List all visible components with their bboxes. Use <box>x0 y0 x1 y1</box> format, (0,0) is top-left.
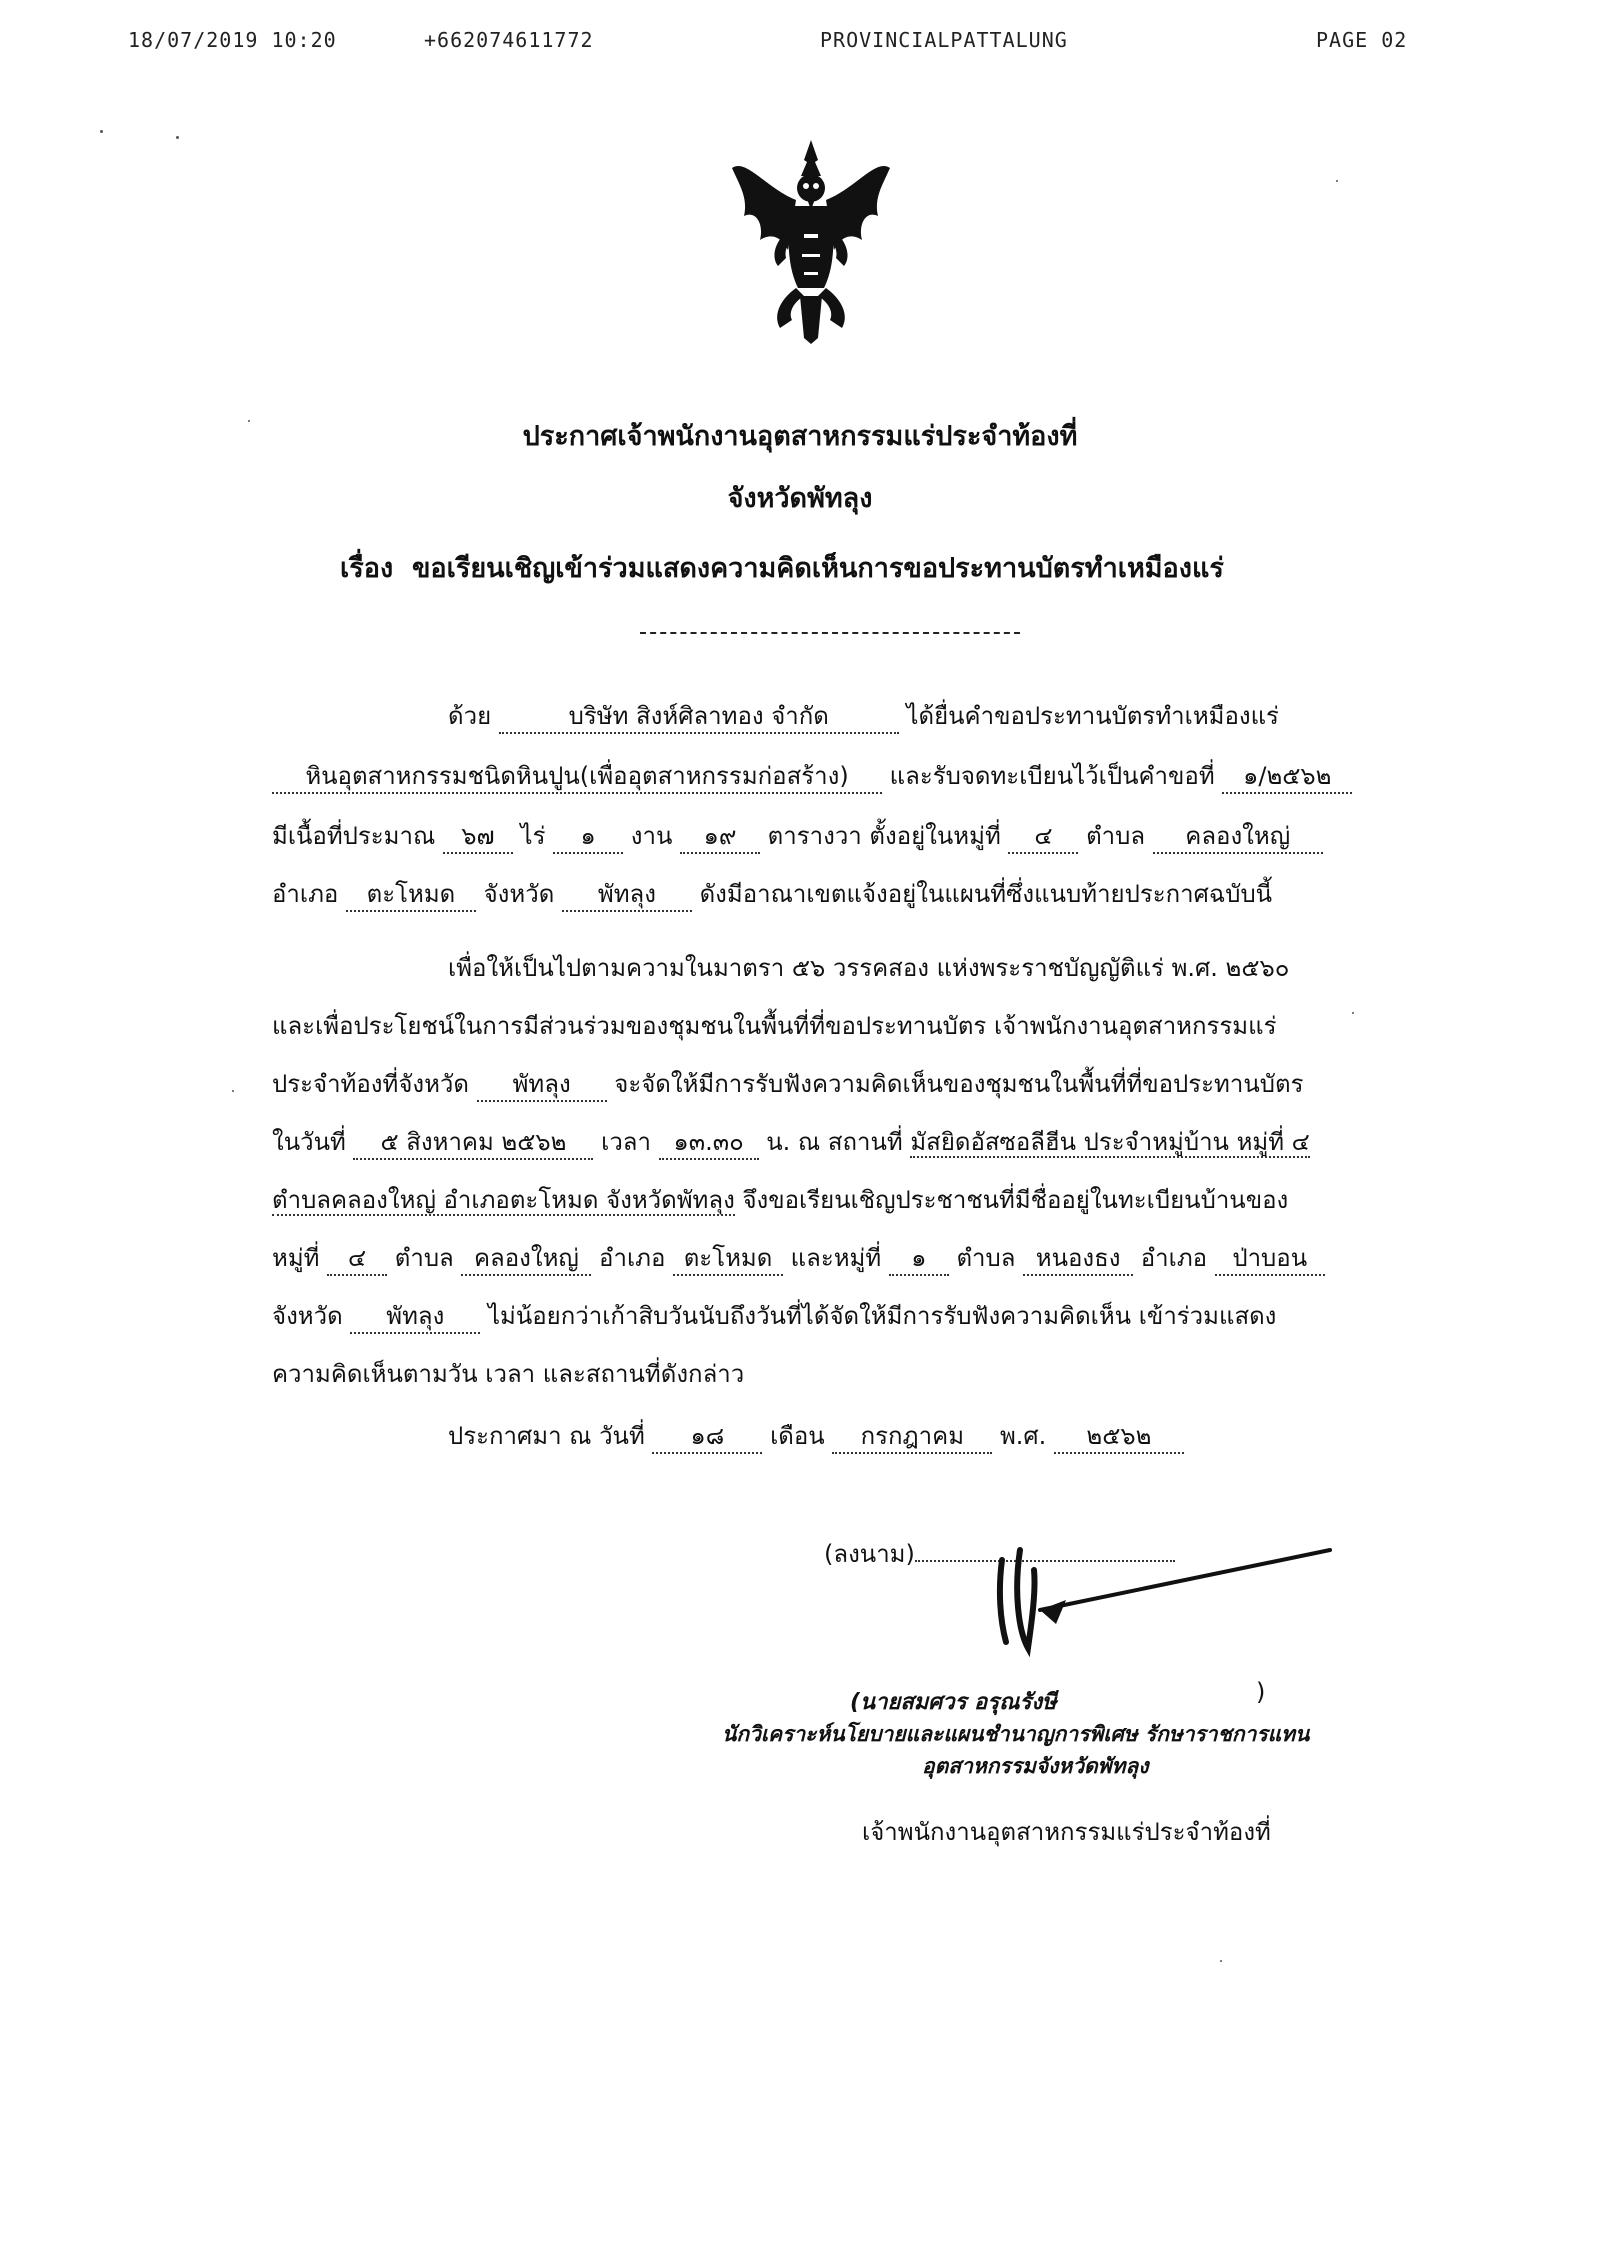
moo-field: ๔ <box>1008 820 1078 854</box>
p1-line4: อำเภอ ตะโหมด จังหวัด พัทลุง ดังมีอาณาเขตแจ้งอยู่ในแผนที่ซึ่งแนบท้ายประกาศฉบับนี้ <box>272 878 1272 912</box>
signer-role: เจ้าพนักงานอุตสาหกรรมแร่ประจำท้องที่ <box>862 1818 1271 1846</box>
hearing-province-field: พัทลุง <box>477 1068 607 1102</box>
hearing-venue-field-2: ตำบลคลองใหญ่ อำเภอตะโหมด จังหวัดพัทลุง <box>272 1186 735 1214</box>
moo1-field: ๔ <box>327 1242 387 1276</box>
p2-line8: ความคิดเห็นตามวัน เวลา และสถานที่ดังกล่าว <box>272 1360 745 1388</box>
handwritten-signature <box>980 1530 1340 1690</box>
request-no-field: ๑/๒๕๖๒ <box>1222 760 1352 794</box>
fax-phone: +662074611772 <box>424 28 594 52</box>
p2-line4: ในวันที่ ๕ สิงหาคม ๒๕๖๒ เวลา ๑๓.๓๐ น. ณ สถานที่ มัสยิดอัสซอลีฮีน ประจำหมู่บ้าน หมู่ที่ ๔ <box>272 1126 1310 1160</box>
p1-line3: มีเนื้อที่ประมาณ ๖๗ ไร่ ๑ งาน ๑๙ ตารางวา ตั้งอยู่ในหมู่ที่ ๔ ตำบล คลองใหญ่ <box>272 820 1323 854</box>
residents-province-field: พัทลุง <box>350 1300 480 1334</box>
hearing-date-field: ๕ สิงหาคม ๒๕๖๒ <box>353 1126 593 1160</box>
province-field: พัทลุง <box>562 878 692 912</box>
announce-year-field: ๒๕๖๒ <box>1054 1420 1184 1454</box>
tambon1-field: คลองใหญ่ <box>461 1242 591 1276</box>
amphoe2-field: ป่าบอน <box>1215 1242 1325 1276</box>
scan-speck <box>1220 1960 1222 1962</box>
scan-speck <box>232 1090 234 1092</box>
announcement-title: ประกาศเจ้าพนักงานอุตสาหกรรมแร่ประจำท้องที่ <box>522 421 1078 452</box>
tambon-field: คลองใหญ่ <box>1153 820 1323 854</box>
divider <box>640 632 1020 634</box>
p2-line7: จังหวัด พัทลุง ไม่น้อยกว่าเก้าสิบวันนับถึงวันที่ได้จัดให้มีการรับฟังความคิดเห็น เข้าร่วมแสดง <box>272 1300 1276 1334</box>
fax-office: PROVINCIALPATTALUNG <box>820 28 1068 52</box>
scan-speck <box>100 130 103 133</box>
p2-line5: ตำบลคลองใหญ่ อำเภอตะโหมด จังหวัดพัทลุง จึงขอเรียนเชิญประชาชนที่มีชื่ออยู่ในทะเบียนบ้านของ <box>272 1186 1289 1214</box>
p1-line1: ด้วย บริษัท สิงห์ศิลาทอง จำกัด ได้ยื่นคำขอประทานบัตรทำเหมืองแร่ <box>448 700 1279 734</box>
scan-speck <box>1336 180 1338 182</box>
moo2-field: ๑ <box>889 1242 949 1276</box>
garuda-emblem-icon <box>726 138 896 344</box>
fax-datetime: 18/07/2019 10:20 <box>128 28 337 52</box>
p2-line6: หมู่ที่ ๔ ตำบล คลองใหญ่ อำเภอ ตะโหมด และหมู่ที่ ๑ ตำบล หนองธง อำเภอ ป่าบอน <box>272 1242 1325 1276</box>
subject-text: ขอเรียนเชิญเข้าร่วมแสดงความคิดเห็นการขอประทานบัตรทำเหมืองแร่ <box>411 553 1224 584</box>
subject-line <box>340 546 1340 589</box>
tambon2-field: หนองธง <box>1023 1242 1133 1276</box>
announce-day-field: ๑๘ <box>652 1420 762 1454</box>
province-title: จังหวัดพัทลุง <box>727 483 873 514</box>
p1-line2: หินอุตสาหกรรมชนิดหินปูน(เพื่ออุตสาหกรรมก่อสร้าง) และรับจดทะเบียนไว้เป็นคำขอที่ ๑/๒๕๖๒ <box>272 760 1352 794</box>
p2-line3: ประจำท้องที่จังหวัด พัทลุง จะจัดให้มีการรับฟังความคิดเห็นของชุมชนในพื้นที่ที่ขอประทานบัตร <box>272 1068 1303 1102</box>
ngan-field: ๑ <box>553 820 623 854</box>
announce-month-field: กรกฎาคม <box>832 1420 992 1454</box>
signer-name: (นายสมศวร อรุณรังษี <box>850 1690 1057 1715</box>
announce-date-line: ประกาศมา ณ วันที่ ๑๘ เดือน กรกฎาคม พ.ศ. ๒๕๖๒ <box>448 1420 1184 1454</box>
fax-page: PAGE 02 <box>1316 28 1408 52</box>
scan-speck <box>176 136 179 139</box>
signer-title: นักวิเคราะห์นโยบายและแผนชำนาญการพิเศษ รักษาราชการแทน <box>722 1722 1310 1746</box>
sign-label-line: (ลงนาม) <box>824 1534 1175 1573</box>
wa-field: ๑๙ <box>680 820 760 854</box>
hearing-time-field: ๑๓.๓๐ <box>659 1126 759 1160</box>
scan-speck <box>248 420 250 422</box>
scan-speck <box>1352 1012 1354 1014</box>
applicant-field: บริษัท สิงห์ศิลาทอง จำกัด <box>499 700 899 734</box>
subject-label: เรื่อง <box>340 553 394 584</box>
signer-office: อุตสาหกรรมจังหวัดพัทลุง <box>922 1754 1149 1778</box>
mineral-field: หินอุตสาหกรรมชนิดหินปูน(เพื่ออุตสาหกรรมก่อสร้าง) <box>272 760 882 794</box>
p2-line2: และเพื่อประโยชน์ในการมีส่วนร่วมของชุมชนในพื้นที่ที่ขอประทานบัตร เจ้าพนักงานอุตสาหกรรมแร่ <box>272 1012 1277 1040</box>
signer-close-paren: ) <box>1256 1678 1266 1706</box>
hearing-venue-field: มัสยิดอัสซอลีฮีน ประจำหมู่บ้าน หมู่ที่ ๔ <box>910 1128 1310 1156</box>
amphoe1-field: ตะโหมด <box>673 1242 783 1276</box>
amphoe-field: ตะโหมด <box>346 878 476 912</box>
rai-field: ๖๗ <box>443 820 513 854</box>
p2-line1: เพื่อให้เป็นไปตามความในมาตรา ๕๖ วรรคสอง แห่งพระราชบัญญัติแร่ พ.ศ. ๒๕๖๐ <box>448 954 1290 982</box>
